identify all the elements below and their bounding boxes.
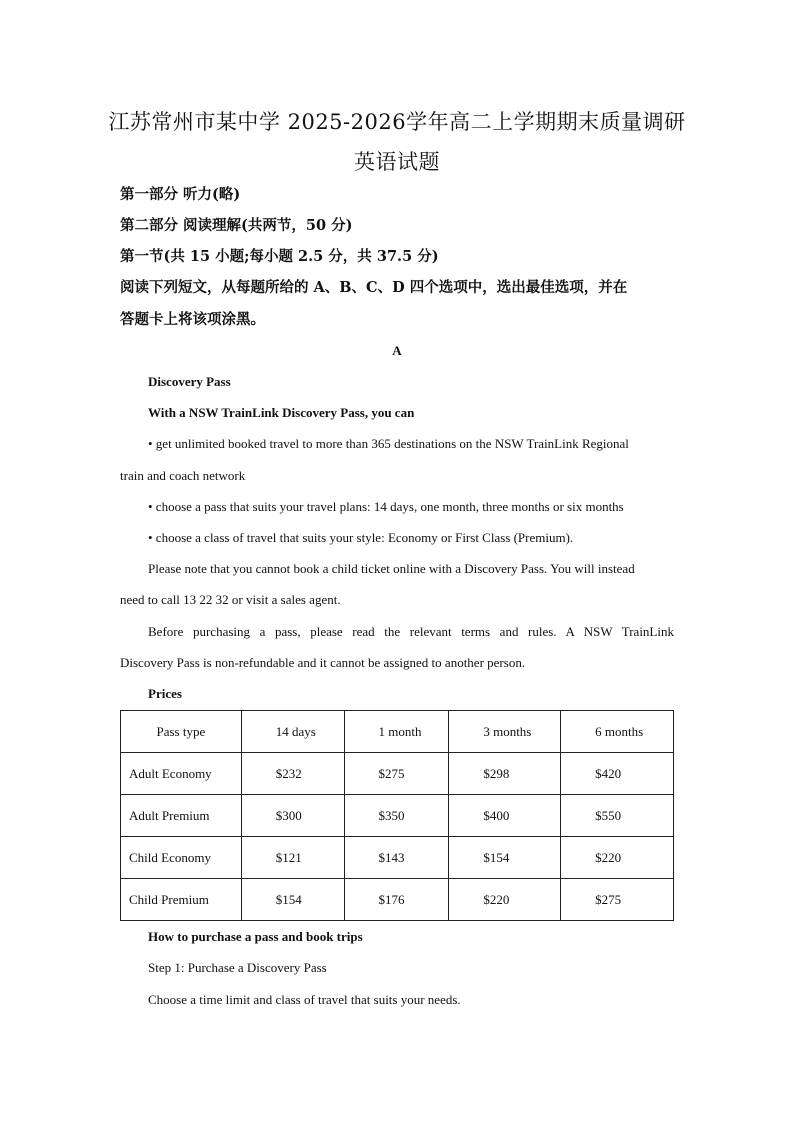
prices-table (120, 710, 674, 921)
table-cell: $220 (561, 837, 674, 879)
table-cell: $550 (561, 795, 674, 837)
terms-paragraph: Before purchasing a pass, please read the relevant terms and rules. A NSW TrainLink (148, 624, 674, 639)
table-cell: $154 (241, 879, 344, 921)
note-paragraph: Please note that you cannot book a child ticket online with a Discovery Pass. You will instead (148, 561, 635, 576)
table-cell: $275 (344, 753, 449, 795)
exam-title: 江苏常州市某中学 2025-2026学年高二上学期期末质量调研 (108, 110, 686, 134)
table-row (121, 837, 674, 879)
table-cell: Adult Premium (121, 795, 242, 837)
bullet-item: • get unlimited booked travel to more than 365 destinations on the NSW TrainLink Regional (148, 436, 629, 451)
passage-subheading: With a NSW TrainLink Discovery Pass, you can (148, 405, 415, 420)
instruction-line1: 阅读下列短文，从每题所给的 A、B、C、D 四个选项中，选出最佳选项，并在 (120, 279, 628, 296)
table-cell: $300 (241, 795, 344, 837)
table-row (121, 753, 674, 795)
table-header-cell: 1 month (344, 711, 449, 753)
table-cell: Child Premium (121, 879, 242, 921)
table-cell: Child Economy (121, 837, 242, 879)
bullet-item: • choose a class of travel that suits your style: Economy or First Class (Premium). (148, 530, 574, 545)
table-row (121, 879, 674, 921)
table-header-cell: 3 months (449, 711, 561, 753)
table-cell: $232 (241, 753, 344, 795)
table-cell: $420 (561, 753, 674, 795)
table-header-cell: 14 days (241, 711, 344, 753)
step1-heading: Step 1: Purchase a Discovery Pass (148, 960, 327, 975)
table-cell: $143 (344, 837, 449, 879)
bullet-item-continued: train and coach network (120, 468, 246, 483)
table-cell: $275 (561, 879, 674, 921)
bullet-item: • choose a pass that suits your travel plans: 14 days, one month, three months or six months (148, 499, 624, 514)
table-header-cell: Pass type (121, 711, 242, 753)
instruction-line2: 答题卡上将该项涂黑。 (120, 311, 265, 328)
step1-detail: Choose a time limit and class of travel that suits your needs. (148, 992, 461, 1007)
terms-paragraph-continued: Discovery Pass is non-refundable and it cannot be assigned to another person. (120, 655, 526, 670)
part2-heading: 第二部分 阅读理解(共两节，50 分) (120, 217, 353, 234)
exam-subject: 英语试题 (354, 150, 440, 174)
how-to-heading: How to purchase a pass and book trips (148, 929, 363, 944)
table-header-cell: 6 months (561, 711, 674, 753)
table-cell: $176 (344, 879, 449, 921)
table-cell: $400 (449, 795, 561, 837)
section1-heading: 第一节(共 15 小题;每小题 2.5 分，共 37.5 分) (120, 248, 439, 265)
table-header-row (121, 711, 674, 753)
table-cell: Adult Economy (121, 753, 242, 795)
passage-letter: A (392, 343, 402, 358)
passage-heading: Discovery Pass (148, 374, 231, 389)
table-row (121, 795, 674, 837)
prices-heading: Prices (148, 686, 182, 701)
table-cell: $298 (449, 753, 561, 795)
note-paragraph-continued: need to call 13 22 32 or visit a sales agent. (120, 592, 341, 607)
table-cell: $121 (241, 837, 344, 879)
part1-heading: 第一部分 听力(略) (120, 186, 241, 203)
table-cell: $154 (449, 837, 561, 879)
table-cell: $220 (449, 879, 561, 921)
table-cell: $350 (344, 795, 449, 837)
